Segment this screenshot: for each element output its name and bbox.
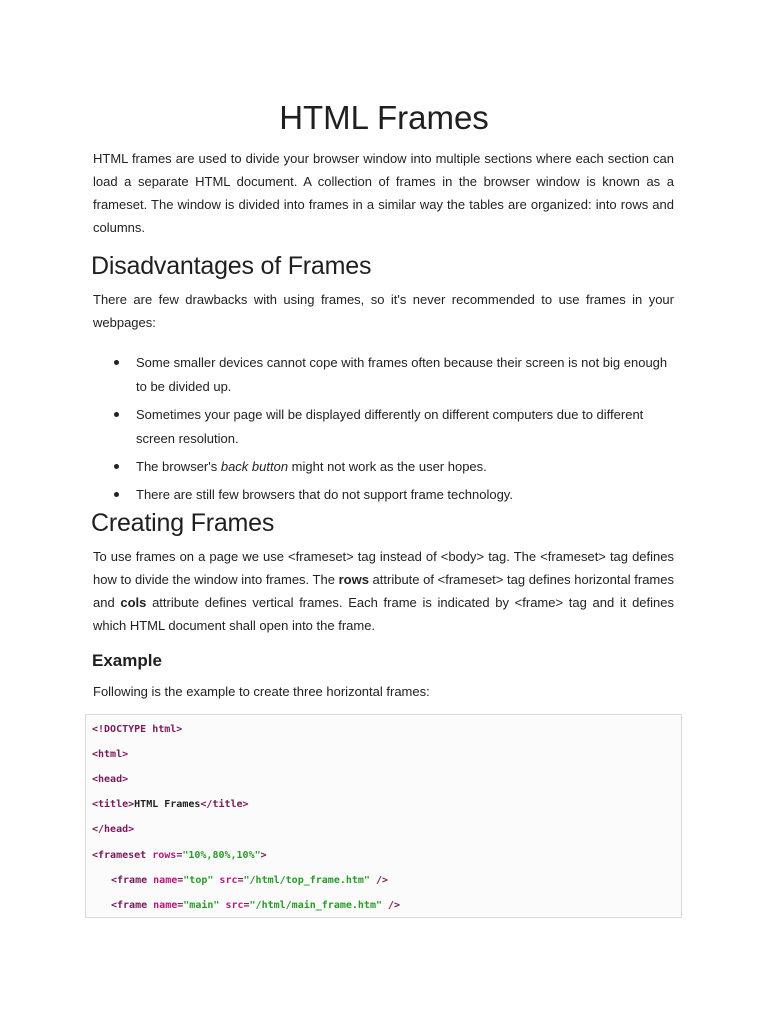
page-title: HTML Frames	[279, 99, 489, 136]
code-line	[92, 748, 128, 762]
code-punct: =	[243, 900, 250, 911]
bullet-icon	[114, 464, 119, 469]
code-attr: src	[219, 875, 238, 886]
intro-paragraph: HTML frames are used to divide your browser window into multiple sections where each section can load a separate HTML document. A collection of frames in the browser window is known as a frameset. The window is divided into frames in a similar way the tables are organized: into rows and columns.	[93, 151, 674, 235]
code-line	[92, 723, 182, 737]
bullet-icon	[114, 412, 119, 417]
creating-text-1: To use frames on a page we use <frameset> tag instead of <body> tag. The <frameset> tag defines how to divide the window into frames. The	[93, 549, 674, 587]
code-attr: rows	[152, 850, 177, 861]
code-string: "/html/main_frame.htm"	[249, 900, 382, 911]
list-item-text: There are still few browsers that do not support frame technology.	[136, 487, 513, 502]
creating-paragraph	[93, 545, 674, 637]
creating-heading: Creating Frames	[91, 509, 275, 537]
bullet-icon	[114, 492, 119, 497]
code-punct: =	[177, 900, 184, 911]
list-item	[136, 351, 676, 399]
code-tag: <html>	[92, 749, 129, 760]
code-punct: =	[176, 850, 183, 861]
list-item-text-after: might not work as the user hopes.	[288, 459, 487, 474]
code-tag: <head>	[92, 774, 129, 785]
list-item	[136, 483, 676, 507]
code-string: "10%,80%,10%"	[182, 850, 261, 861]
code-attr: name	[153, 875, 178, 886]
code-line	[92, 849, 267, 863]
code-line	[92, 798, 249, 812]
code-attr: src	[225, 900, 244, 911]
code-tag: <frameset	[92, 850, 147, 861]
disadvantages-heading: Disadvantages of Frames	[91, 252, 372, 280]
code-line	[111, 874, 388, 888]
list-item	[136, 455, 676, 479]
code-string: "top"	[183, 875, 214, 886]
bullet-icon	[114, 360, 119, 365]
code-attr: name	[153, 900, 178, 911]
cols-keyword: cols	[120, 595, 147, 610]
example-lead: Following is the example to create three horizontal frames:	[93, 684, 430, 699]
rows-keyword: rows	[338, 572, 369, 587]
code-text: HTML Frames	[134, 799, 201, 810]
creating-text-3: attribute defines vertical frames. Each frame is indicated by <frame> tag and it defines which HTML document shall open into the frame.	[93, 595, 674, 633]
code-tag: />	[375, 875, 389, 886]
code-punct: =	[177, 875, 184, 886]
code-block	[85, 714, 682, 918]
disadvantages-lead: There are few drawbacks with using frames, so it's never recommended to use frames in your webpages:	[93, 292, 674, 330]
code-tag: />	[388, 900, 401, 911]
code-string: "/html/top_frame.htm"	[243, 875, 370, 886]
code-string: "main"	[183, 900, 220, 911]
code-line	[92, 773, 128, 787]
code-tag: <!DOCTYPE html>	[92, 724, 183, 735]
code-tag: <frame	[111, 900, 148, 911]
code-line	[111, 899, 400, 913]
code-tag: <frame	[111, 875, 148, 886]
code-tag: >	[260, 850, 267, 861]
list-item-italic: back button	[220, 459, 289, 474]
code-tag: </title>	[200, 799, 249, 810]
list-item-text: Sometimes your page will be displayed differently on different computers due to different screen resolution.	[136, 407, 644, 446]
creating-text-2: attribute of <frameset> tag defines horizontal frames and	[93, 572, 674, 610]
code-tag: <title>	[92, 799, 135, 810]
list-item	[136, 403, 676, 451]
code-punct: =	[237, 875, 244, 886]
example-heading: Example	[92, 651, 162, 670]
code-line	[92, 823, 134, 837]
code-tag: </head>	[92, 824, 135, 835]
list-item-text: Some smaller devices cannot cope with frames often because their screen is not big enough to be divided up.	[136, 355, 668, 394]
list-item-text-before: The browser's	[136, 459, 221, 474]
